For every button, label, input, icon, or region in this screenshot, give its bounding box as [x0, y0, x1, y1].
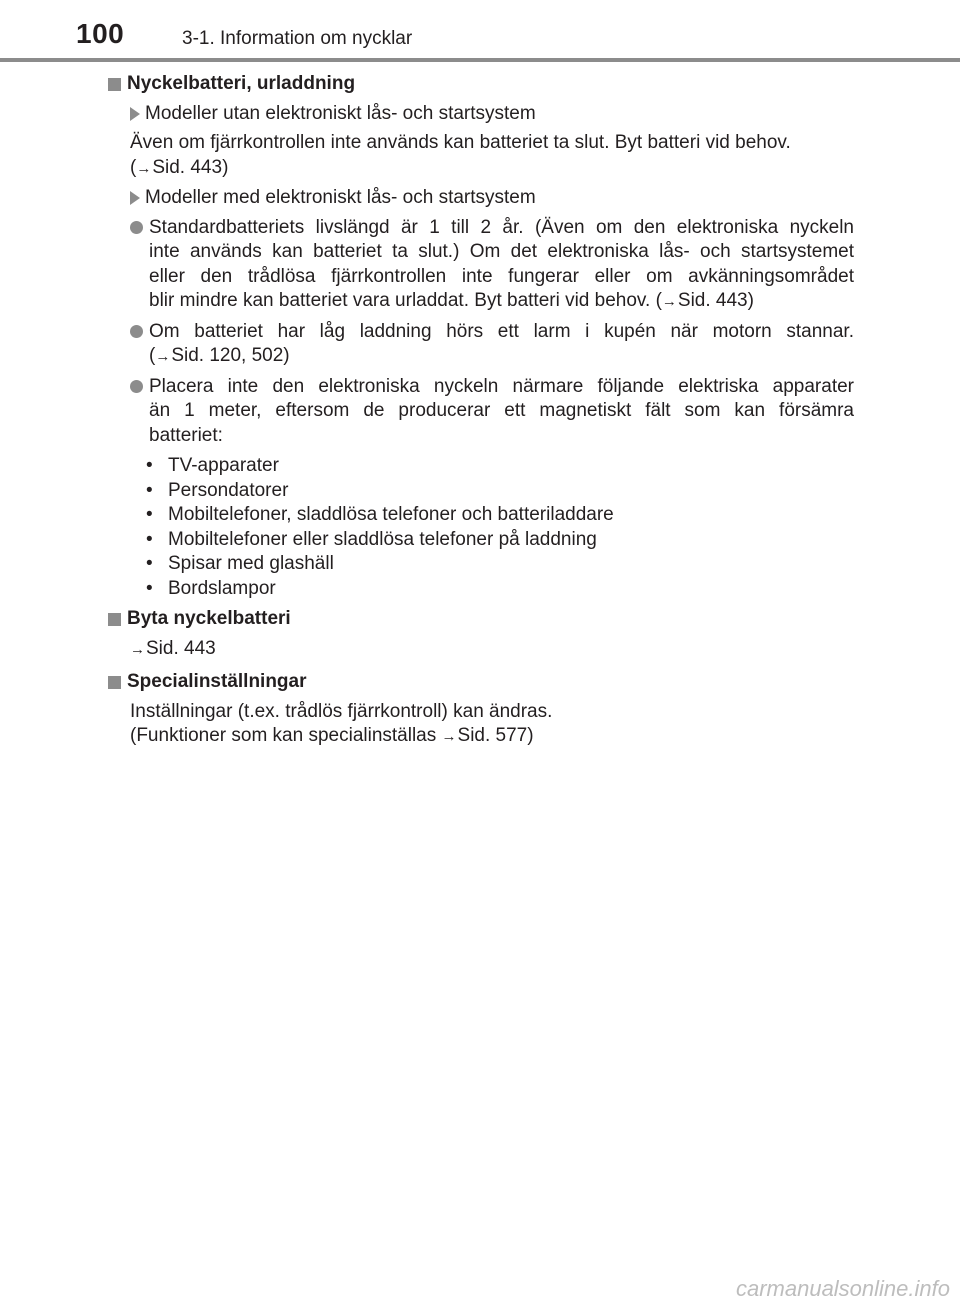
square-bullet-icon: [108, 613, 121, 626]
page-reference-link[interactable]: Sid. 120, 502): [171, 345, 290, 366]
model-label: Modeller med elektroniskt lås- och startsystem: [130, 186, 854, 211]
circle-bullet-icon: [130, 221, 143, 234]
list-item: • Mobiltelefoner, sladdlösa telefoner och batteriladdare: [146, 504, 614, 525]
page-content: [108, 72, 854, 755]
bullet-point: Placera inte den elektroniska nyckeln närmare följande elektriska apparater än 1 meter, eftersom de producerar ett magnetiskt fält som kan försämra batteriet:: [130, 375, 854, 449]
paragraph: Inställningar (t.ex. trådlös fjärrkontroll) kan ändras. (Funktioner som kan specialinställas →Sid. 577): [130, 700, 854, 750]
square-bullet-icon: [108, 78, 121, 91]
page-reference-link[interactable]: Sid. 443: [152, 156, 223, 178]
circle-bullet-icon: [130, 380, 143, 393]
bullet-point: Om batteriet har låg laddning hörs ett larm i kupén när motorn stannar. (→Sid. 120, 502): [130, 320, 854, 370]
bullet-point: Standardbatteriets livslängd är 1 till 2 år. (Även om den elektroniska nyckeln inte används kan batteriet ta slut.) Om det elektroniska lås- och startsystemet eller den trådlösa fjärrkontrollen inte fungerar eller om avkänningsområdet blir mindre kan batteriet vara urladdat. Byt batteri vid behov. (→Sid. 443): [130, 216, 854, 315]
appliance-list: [146, 454, 854, 601]
page-header: [0, 0, 960, 62]
list-item: • Mobiltelefoner eller sladdlösa telefoner på laddning: [146, 528, 597, 550]
model-label: Modeller utan elektroniskt lås- och startsystem: [130, 102, 854, 127]
list-item: • Bordslampor: [146, 577, 276, 599]
arrow-right-icon: →: [441, 728, 457, 745]
triangle-right-icon: [130, 107, 140, 121]
reference-line: [130, 637, 854, 663]
square-bullet-icon: [108, 676, 121, 689]
heading-byta-nyckelbatteri: Byta nyckelbatteri: [108, 607, 854, 632]
arrow-right-icon: →: [130, 640, 145, 658]
page-reference-link[interactable]: Sid. 443): [677, 290, 754, 311]
page-number: 100: [76, 18, 125, 49]
section-title: 3-1. Information om nycklar: [182, 28, 413, 49]
heading-nyckelbatteri: Nyckelbatteri, urladdning: [108, 72, 854, 97]
watermark: carmanualsonline.info: [735, 1276, 950, 1301]
header-rule: [0, 58, 960, 62]
paragraph: Även om fjärrkontrollen inte används kan batteriet ta slut. Byt batteri vid behov. (→Sid. 443): [130, 131, 854, 181]
list-item: • Persondatorer: [146, 479, 289, 501]
arrow-right-icon: →: [155, 348, 171, 365]
page-reference-link[interactable]: Sid. 577): [457, 725, 534, 746]
arrow-right-icon: →: [136, 159, 152, 177]
triangle-right-icon: [130, 191, 140, 205]
heading-specialinstallningar: Specialinställningar: [108, 670, 854, 695]
list-item: • TV-apparater: [146, 455, 279, 476]
arrow-right-icon: →: [661, 293, 677, 310]
circle-bullet-icon: [130, 325, 143, 338]
list-item: • Spisar med glashäll: [146, 553, 334, 574]
page-reference-link[interactable]: Sid. 443: [146, 637, 216, 659]
